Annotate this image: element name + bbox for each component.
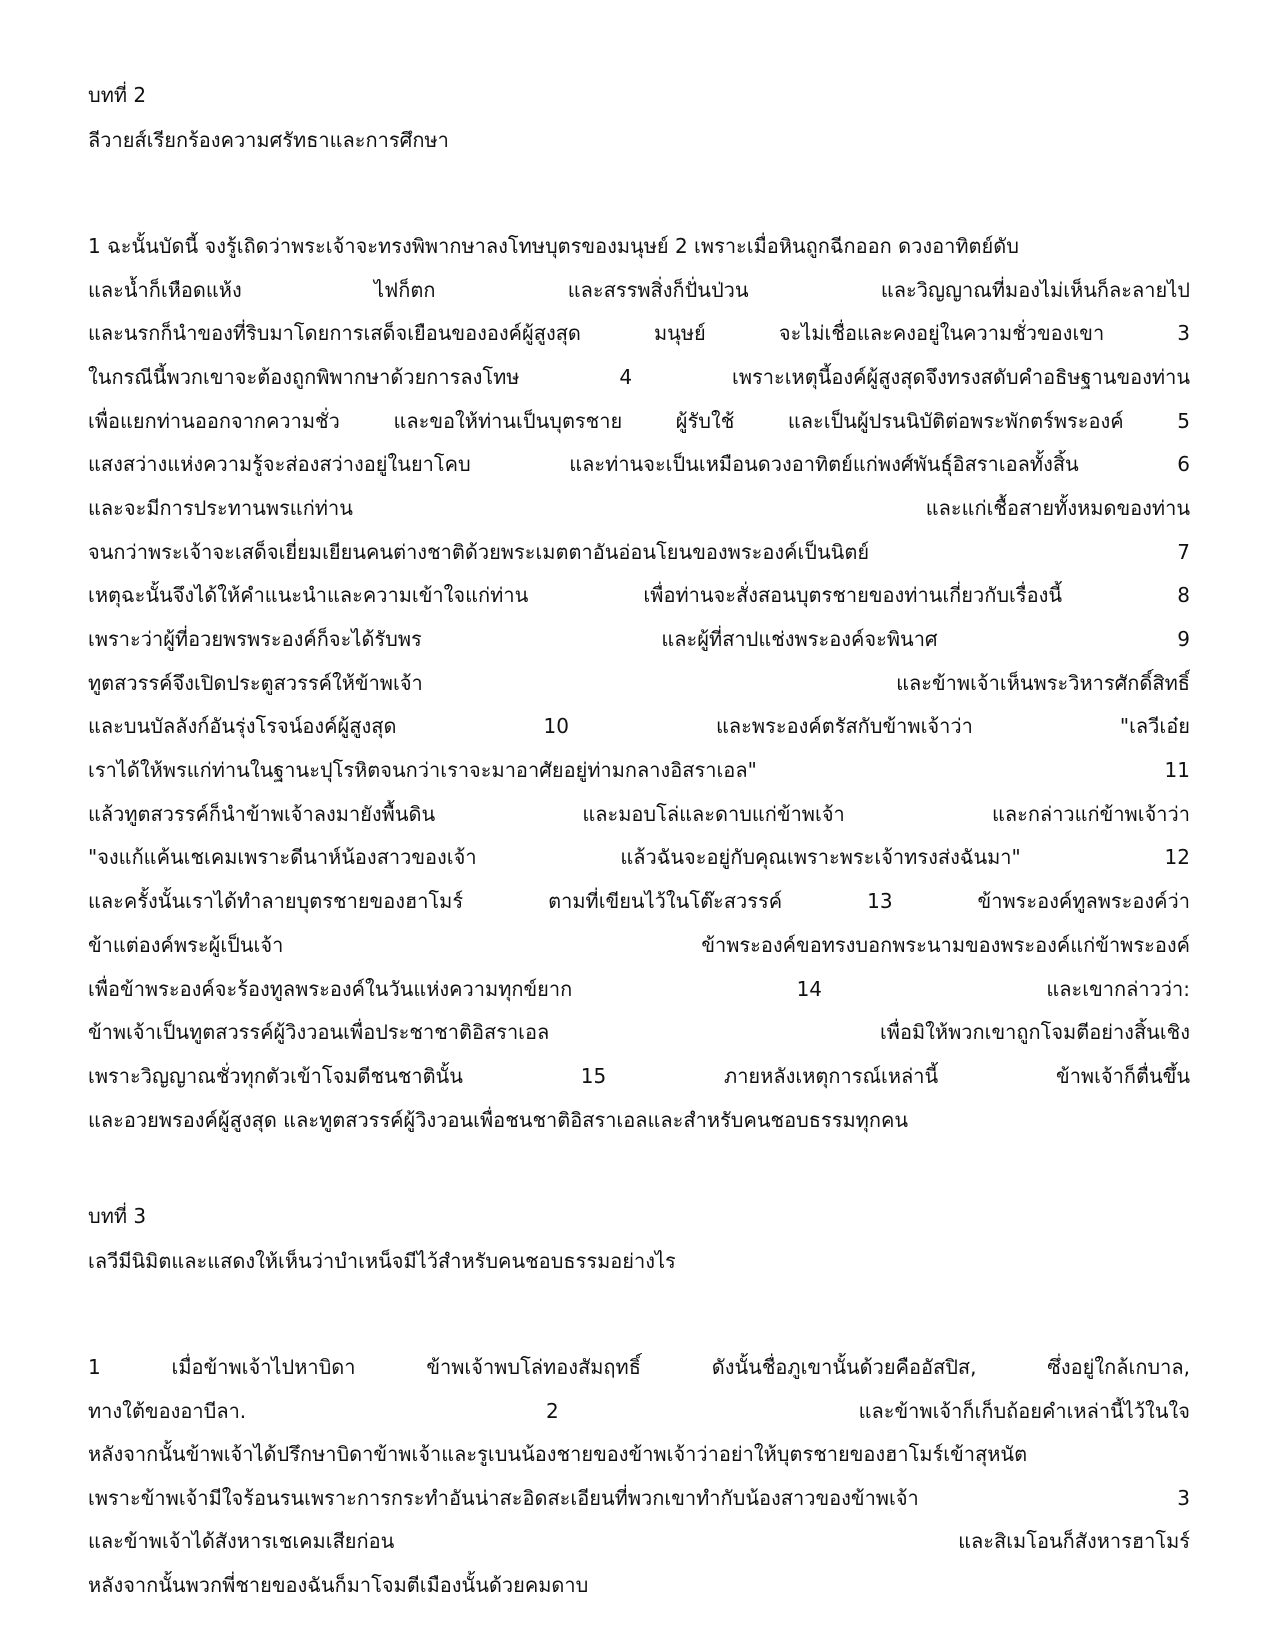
- text-line: [88, 1098, 1190, 1142]
- text-segment: "จงแก้แค้นเชเคมเพราะดีนาห์น้องสาวของเจ้า: [88, 845, 477, 870]
- text-segment: เพื่อข้าพระองค์จะร้องทูลพระองค์ในวันแห่งความทุกข์ยาก: [88, 976, 573, 1001]
- text-segment: ข้าพเจ้าเป็นทูตสวรรค์ผู้วิงวอนเพื่อประชาชาติอิสราเอล: [88, 1020, 550, 1045]
- text-line: [88, 923, 1190, 967]
- text-segment: และอวยพรองค์ผู้สูงสุด และทูตสวรรค์ผู้วิงวอนเพื่อชนชาติอิสราเอลและสำหรับคนชอบธรรมทุกคน: [88, 1107, 909, 1132]
- text-segment: เพราะเหตุนี้องค์ผู้สูงสุดจึงทรงสดับคำอธิษฐานของท่าน: [731, 364, 1190, 389]
- text-segment: จนกว่าพระเจ้าจะเสด็จเยี่ยมเยียนคนต่างชาติด้วยพระเมตตาอันอ่อนโยนของพระองค์เป็นนิตย์: [88, 539, 870, 564]
- text-segment: ซึ่งอยู่ใกล้เกบาล,: [1047, 1355, 1190, 1380]
- text-segment: แล้วฉันจะอยู่กับคุณเพราะพระเจ้าทรงส่งฉันมา": [620, 845, 1021, 870]
- chapter-3-body: [88, 1345, 1190, 1606]
- text-segment: และจะมีการประทานพรแก่ท่าน: [88, 495, 353, 520]
- text-segment: 11: [1164, 758, 1190, 783]
- text-segment: ไฟก็ตก: [374, 277, 436, 302]
- text-segment: และนรกก็นำของที่ริบมาโดยการเสด็จเยือนขององค์ผู้สูงสุด: [88, 321, 581, 346]
- text-segment: 13: [867, 889, 893, 914]
- text-segment: ทูตสวรรค์จึงเปิดประตูสวรรค์ให้ข้าพเจ้า: [88, 670, 423, 695]
- text-segment: แล้วทูตสวรรค์ก็นำข้าพเจ้าลงมายังพื้นดิน: [88, 801, 436, 826]
- text-segment: ในกรณีนี้พวกเขาจะต้องถูกพิพากษาด้วยการลงโทษ: [88, 364, 520, 389]
- text-segment: เพราะว่าผู้ที่อวยพรพระองค์ก็จะได้รับพร: [88, 627, 422, 652]
- text-segment: ข้าพเจ้าพบโล่ทองสัมฤทธิ์: [426, 1355, 641, 1380]
- text-line: [88, 442, 1190, 486]
- text-line: [88, 355, 1190, 399]
- chapter-2-body: [88, 224, 1190, 1141]
- text-line: [88, 311, 1190, 355]
- text-segment: และน้ำก็เหือดแห้ง: [88, 277, 242, 302]
- text-line: [88, 617, 1190, 661]
- text-segment: มนุษย์: [654, 321, 706, 346]
- text-line: [88, 224, 1190, 268]
- chapter-3-title: เลวีมีนิมิตและแสดงให้เห็นว่าบำเหน็จมีไว้สำหรับคนชอบธรรมอย่างไร: [88, 1249, 676, 1274]
- text-line: [88, 268, 1190, 312]
- text-line: [88, 1010, 1190, 1054]
- text-segment: ผู้รับใช้: [675, 408, 735, 433]
- text-line: [88, 1476, 1190, 1520]
- text-line: [88, 967, 1190, 1011]
- text-segment: และวิญญาณที่มองไม่เห็นก็ละลายไป: [880, 277, 1190, 302]
- text-segment: 7: [1177, 539, 1190, 564]
- text-segment: 6: [1177, 452, 1190, 477]
- text-segment: เพื่อมิให้พวกเขาถูกโจมตีอย่างสิ้นเชิง: [879, 1020, 1190, 1045]
- text-line: [88, 705, 1190, 749]
- text-segment: 14: [796, 976, 823, 1001]
- text-segment: 3: [1177, 1485, 1190, 1510]
- chapter-2-label: บทที่ 2: [88, 83, 147, 107]
- text-segment: แสงสว่างแห่งความรู้จะส่องสว่างอยู่ในยาโคบ: [88, 452, 471, 477]
- text-line: [88, 792, 1190, 836]
- text-line: [88, 1519, 1190, 1563]
- text-segment: จะไม่เชื่อและคงอยู่ในความชั่วของเขา: [778, 321, 1105, 346]
- text-segment: และเป็นผู้ปรนนิบัติต่อพระพักตร์พระองค์: [787, 408, 1124, 433]
- text-line: [88, 748, 1190, 792]
- text-segment: เพื่อแยกท่านออกจากความชั่ว: [88, 408, 340, 433]
- text-segment: 8: [1177, 583, 1190, 608]
- text-segment: เราได้ให้พรแก่ท่านในฐานะปุโรหิตจนกว่าเราจะมาอาศัยอยู่ท่ามกลางอิสราเอล": [88, 758, 757, 783]
- text-segment: "เลวีเอ๋ย: [1119, 714, 1190, 739]
- text-segment: และมอบโล่และดาบแก่ข้าพเจ้า: [582, 801, 845, 826]
- text-segment: 4: [619, 364, 633, 389]
- text-segment: และสรรพสิ่งก็ปั่นป่วน: [567, 277, 749, 302]
- text-segment: 1: [88, 1355, 101, 1380]
- text-segment: หลังจากนั้นพวกพี่ชายของฉันก็มาโจมตีเมืองนั้นด้วยคมดาบ: [88, 1572, 589, 1597]
- text-line: [88, 1563, 1190, 1607]
- text-segment: ข้าแต่องค์พระผู้เป็นเจ้า: [88, 932, 284, 957]
- text-line: [88, 486, 1190, 530]
- text-segment: ข้าพระองค์ทูลพระองค์ว่า: [977, 889, 1190, 914]
- text-segment: และสิเมโอนก็สังหารฮาโมร์: [958, 1529, 1190, 1554]
- text-segment: หลังจากนั้นข้าพเจ้าได้ปรึกษาบิดาข้าพเจ้าและรูเบนน้องชายของข้าพเจ้าว่าอย่าให้บุตรชายของฮาโมร์เข้าสุหนัต: [88, 1442, 1028, 1467]
- text-segment: 9: [1177, 627, 1190, 652]
- text-segment: และท่านจะเป็นเหมือนดวงอาทิตย์แก่พงศ์พันธุ์อิสราเอลทั้งสิ้น: [569, 452, 1079, 477]
- text-line: [88, 1054, 1190, 1098]
- text-segment: 3: [1177, 321, 1190, 346]
- text-segment: ภายหลังเหตุการณ์เหล่านี้: [724, 1063, 939, 1088]
- document-page: [88, 78, 1190, 1606]
- text-segment: และข้าพเจ้าได้สังหารเชเคมเสียก่อน: [88, 1529, 395, 1554]
- text-segment: ตามที่เขียนไว้ในโต๊ะสวรรค์: [548, 889, 783, 914]
- text-segment: 1 ฉะนั้นบัดนี้ จงรู้เถิดว่าพระเจ้าจะทรงพิพากษาลงโทษบุตรของมนุษย์ 2 เพราะเมื่อหินถูกฉีกออก ดวงอาทิตย์ดับ: [88, 233, 1019, 258]
- text-line: [88, 1389, 1190, 1433]
- text-segment: และแก่เชื้อสายทั้งหมดของท่าน: [925, 495, 1190, 520]
- text-segment: 2: [546, 1398, 559, 1423]
- text-line: [88, 574, 1190, 618]
- text-segment: และข้าพเจ้าเห็นพระวิหารศักดิ์สิทธิ์: [896, 670, 1190, 695]
- text-segment: ทางใต้ของอาบีลา.: [88, 1398, 247, 1423]
- text-segment: และครั้งนั้นเราได้ทำลายบุตรชายของฮาโมร์: [88, 889, 464, 914]
- text-segment: และข้าพเจ้าก็เก็บถ้อยคำเหล่านี้ไว้ในใจ: [858, 1398, 1190, 1423]
- text-segment: เมื่อข้าพเจ้าไปหาบิดา: [171, 1355, 356, 1380]
- text-line: [88, 1345, 1190, 1389]
- text-line: [88, 836, 1190, 880]
- text-segment: เพราะข้าพเจ้ามีใจร้อนรนเพราะการกระทำอันน่าสะอิดสะเอียนที่พวกเขาทำกับน้องสาวของข้าพเจ้า: [88, 1485, 919, 1510]
- text-segment: ดังนั้นชื่อภูเขานั้นด้วยคืออัสปิส,: [711, 1355, 977, 1380]
- text-segment: ข้าพเจ้าก็ตื่นขึ้น: [1056, 1063, 1190, 1088]
- text-segment: 12: [1164, 845, 1190, 870]
- text-segment: 10: [543, 714, 569, 739]
- text-line: [88, 661, 1190, 705]
- text-segment: เพื่อท่านจะสั่งสอนบุตรชายของท่านเกี่ยวกับเรื่องนี้: [643, 583, 1063, 608]
- text-line: [88, 399, 1190, 443]
- text-segment: ข้าพระองค์ขอทรงบอกพระนามของพระองค์แก่ข้าพระองค์: [701, 932, 1190, 957]
- chapter-3-label: บทที่ 3: [88, 1204, 147, 1229]
- text-segment: เหตุฉะนั้นจึงได้ให้คำแนะนำและความเข้าใจแก่ท่าน: [88, 583, 529, 608]
- text-segment: และขอให้ท่านเป็นบุตรชาย: [393, 408, 623, 433]
- text-line: [88, 879, 1190, 923]
- text-segment: และเขากล่าวว่า:: [1046, 976, 1190, 1001]
- text-segment: และบนบัลลังก์อันรุ่งโรจน์องค์ผู้สูงสุด: [88, 714, 397, 739]
- text-segment: 15: [580, 1063, 607, 1088]
- text-segment: และกล่าวแก่ข้าพเจ้าว่า: [991, 801, 1190, 826]
- text-line: [88, 1432, 1190, 1476]
- text-line: [88, 530, 1190, 574]
- chapter-2-title: ลีวายส์เรียกร้องความศรัทธาและการศึกษา: [88, 128, 449, 152]
- text-segment: และพระองค์ตรัสกับข้าพเจ้าว่า: [716, 714, 973, 739]
- text-segment: เพราะวิญญาณชั่วทุกตัวเข้าโจมตีชนชาตินั้น: [88, 1063, 463, 1088]
- text-segment: 5: [1177, 408, 1190, 433]
- text-segment: และผู้ที่สาปแช่งพระองค์จะพินาศ: [661, 627, 938, 652]
